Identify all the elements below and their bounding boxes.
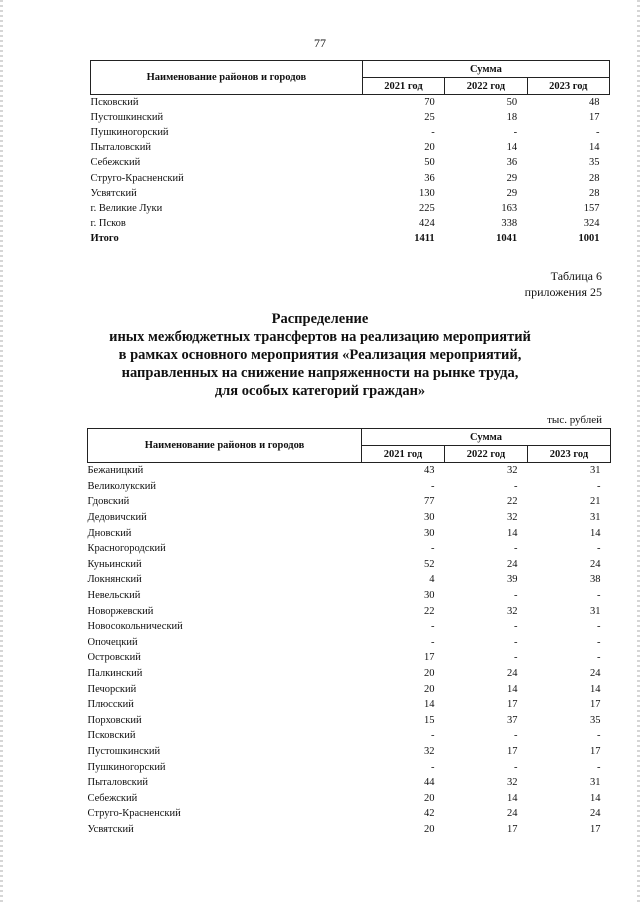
table-row: [91, 155, 610, 170]
table-row: [88, 744, 611, 760]
value-2023: 31: [590, 465, 601, 477]
value-2022: -: [514, 590, 518, 602]
table-row: [88, 728, 611, 744]
table-row: [91, 110, 610, 125]
table-row: [88, 806, 611, 822]
district-name: Печорский: [87, 683, 137, 695]
value-2023: -: [597, 621, 601, 633]
value-2021: 20: [424, 683, 435, 695]
table-row: [88, 697, 611, 713]
value-2022: 14: [507, 527, 518, 539]
value-2023: 14: [590, 527, 601, 539]
value-2023: -: [597, 590, 601, 602]
district-name: Порховский: [87, 714, 142, 726]
district-name: Себежский: [87, 792, 138, 804]
value-2023: 17: [590, 823, 601, 835]
value-2023: 17: [590, 745, 601, 757]
value-2021: -: [431, 730, 435, 742]
title-line-3: в рамках основного мероприятия «Реализация мероприятий,: [118, 347, 522, 363]
district-name: Локнянский: [87, 574, 142, 586]
table-1-year-2023: 2023 год: [527, 78, 609, 95]
total-row: [91, 231, 610, 246]
value-2022: 32: [507, 605, 518, 617]
district-name: Струго-Красненский: [87, 808, 181, 820]
table-2-year-2021: 2021 год: [362, 446, 445, 463]
district-name: г. Псков: [90, 217, 126, 229]
value-2021: 4: [429, 574, 435, 586]
table-row: [88, 790, 611, 806]
district-name: Пушкиногорский: [87, 761, 166, 773]
district-name: г. Великие Луки: [90, 202, 163, 214]
value-2023: 14: [589, 142, 600, 154]
value-2023: -: [597, 652, 601, 664]
table-row: [88, 775, 611, 791]
value-2021: 30: [424, 512, 435, 524]
value-2023: 31: [590, 777, 601, 789]
value-2022: -: [514, 480, 518, 492]
district-name: Пыталовский: [90, 142, 151, 154]
value-2021: 77: [424, 496, 435, 508]
district-name: Дновский: [87, 527, 132, 539]
value-2021: 20: [424, 792, 435, 804]
value-2021: 30: [424, 590, 435, 602]
table-row: [88, 588, 611, 604]
value-2022: 32: [507, 465, 518, 477]
district-name: Струго-Красненский: [90, 172, 184, 184]
title-line-2: иных межбюджетных трансфертов на реализацию мероприятий: [109, 329, 531, 345]
table-1-body: [91, 95, 610, 246]
district-name: Красногородский: [87, 543, 166, 555]
value-2023: 17: [590, 699, 601, 711]
district-name: Усвятский: [87, 823, 134, 835]
value-2022: 14: [506, 142, 518, 154]
table-row: [88, 479, 611, 495]
table-2-header-sum: Сумма: [362, 429, 611, 446]
district-name: Гдовский: [87, 496, 130, 508]
value-2021: -: [431, 761, 435, 773]
district-name: Куньинский: [87, 558, 142, 570]
value-2022: 17: [507, 699, 518, 711]
value-2021: 17: [424, 652, 435, 664]
table-row: [91, 216, 610, 231]
title-line-5: для особых категорий граждан»: [214, 383, 426, 399]
value-2021: 42: [424, 808, 435, 820]
table-row: [91, 170, 610, 185]
value-2022: 17: [507, 745, 518, 757]
value-2021: 52: [424, 558, 435, 570]
value-2021: -: [431, 621, 435, 633]
value-2022: 32: [507, 777, 518, 789]
value-2023: 1001: [578, 232, 600, 244]
table-row: [88, 635, 611, 651]
district-name: Пыталовский: [87, 777, 148, 789]
district-name: Псковский: [87, 730, 136, 742]
value-2022: 1041: [496, 232, 518, 244]
value-2023: 24: [590, 558, 601, 570]
value-2022: -: [514, 636, 518, 648]
table-row: [88, 494, 611, 510]
table-row: [88, 541, 611, 557]
table-row: [88, 572, 611, 588]
district-name: Пустошкинский: [90, 112, 164, 124]
value-2022: 163: [501, 202, 518, 214]
value-2023: 157: [583, 202, 600, 214]
table-row: [88, 822, 611, 838]
value-2022: 14: [507, 792, 518, 804]
value-2023: -: [597, 543, 601, 555]
value-2021: 15: [424, 714, 435, 726]
district-name: Опочецкий: [87, 636, 138, 648]
value-2022: 14: [507, 683, 518, 695]
value-2021: 70: [424, 97, 435, 109]
table-1-header-name: Наименование районов и городов: [91, 61, 363, 95]
value-2023: 24: [590, 808, 601, 820]
value-2022: 37: [507, 714, 518, 726]
units-label: тыс. рублей: [547, 414, 602, 426]
value-2023: 31: [590, 512, 601, 524]
table-caption: [525, 268, 602, 300]
district-name: Итого: [90, 232, 119, 244]
value-2021: 424: [418, 217, 435, 229]
table-row: [88, 557, 611, 573]
value-2022: 39: [507, 574, 518, 586]
value-2023: 35: [590, 714, 601, 726]
district-name: Новосокольнический: [87, 621, 183, 633]
value-2021: -: [431, 543, 435, 555]
district-name: Псковский: [90, 97, 139, 109]
table-row: [91, 201, 610, 216]
value-2023: 48: [589, 97, 600, 109]
value-2022: 24: [507, 808, 518, 820]
value-2021: 30: [424, 527, 435, 539]
table-row: [91, 95, 610, 111]
value-2022: -: [514, 543, 518, 555]
district-name: Дедовичский: [87, 512, 147, 524]
table-caption-line-1: Таблица 6: [550, 269, 602, 283]
value-2023: 324: [583, 217, 600, 229]
value-2021: 14: [424, 699, 435, 711]
value-2022: -: [514, 761, 518, 773]
value-2022: 29: [506, 172, 518, 184]
table-row: [91, 140, 610, 155]
title-line-1: Распределение: [271, 311, 369, 327]
table-row: [91, 186, 610, 201]
table-row: [88, 713, 611, 729]
district-name: Бежаницкий: [87, 465, 144, 477]
table-row: [88, 463, 611, 479]
table-2-year-2022: 2022 год: [445, 446, 528, 463]
value-2021: 20: [424, 142, 435, 154]
title-line-4: направленных на снижение напряженности на рынке труда,: [121, 365, 519, 381]
value-2022: 22: [507, 496, 518, 508]
value-2023: 14: [590, 683, 601, 695]
table-1: [90, 60, 610, 246]
table-row: [88, 510, 611, 526]
value-2022: 18: [506, 112, 518, 124]
value-2023: -: [597, 761, 601, 773]
value-2023: -: [597, 480, 601, 492]
value-2021: 25: [424, 112, 435, 124]
value-2023: 21: [590, 496, 601, 508]
value-2022: -: [514, 621, 518, 633]
value-2023: 24: [590, 668, 601, 680]
value-2023: -: [597, 636, 601, 648]
value-2023: 28: [589, 172, 600, 184]
value-2021: 22: [424, 605, 435, 617]
table-2-body: [88, 463, 611, 838]
table-row: [88, 603, 611, 619]
value-2021: 225: [418, 202, 435, 214]
table-row: [88, 681, 611, 697]
district-name: Усвятский: [90, 187, 137, 199]
value-2021: -: [431, 636, 435, 648]
district-name: Палкинский: [87, 668, 143, 680]
value-2023: 38: [590, 574, 601, 586]
value-2021: -: [431, 127, 435, 139]
table-row: [88, 650, 611, 666]
value-2021: 44: [424, 777, 435, 789]
section-title: [0, 310, 640, 400]
value-2021: 20: [424, 823, 435, 835]
value-2022: 338: [501, 217, 518, 229]
value-2022: 36: [506, 157, 518, 169]
district-name: Плюсский: [87, 699, 134, 711]
value-2021: 1411: [414, 232, 435, 244]
district-name: Великолукский: [87, 480, 157, 492]
table-1-header-sum: Сумма: [362, 61, 609, 78]
value-2021: 20: [424, 668, 435, 680]
value-2021: 32: [424, 745, 435, 757]
district-name: Невельский: [87, 590, 141, 602]
value-2021: 43: [424, 465, 435, 477]
table-row: [88, 759, 611, 775]
value-2022: 24: [507, 558, 518, 570]
district-name: Пустошкинский: [87, 745, 161, 757]
table-2-header-name: Наименование районов и городов: [88, 429, 362, 463]
value-2022: -: [513, 127, 518, 139]
table-2-year-2023: 2023 год: [528, 446, 611, 463]
table-1-year-2022: 2022 год: [445, 78, 527, 95]
district-name: Островский: [87, 652, 141, 664]
value-2022: 29: [506, 187, 518, 199]
table-2: [87, 428, 611, 837]
district-name: Себежский: [90, 157, 141, 169]
value-2023: 14: [590, 792, 601, 804]
value-2023: 28: [589, 187, 600, 199]
page-number: 77: [314, 36, 326, 50]
value-2021: 36: [424, 172, 435, 184]
district-name: Новоржевский: [87, 605, 154, 617]
value-2022: -: [514, 652, 518, 664]
value-2021: -: [431, 480, 435, 492]
value-2022: 17: [507, 823, 518, 835]
value-2023: -: [597, 730, 601, 742]
value-2021: 130: [418, 187, 435, 199]
value-2023: -: [596, 127, 600, 139]
district-name: Пушкиногорский: [90, 127, 169, 139]
table-row: [88, 619, 611, 635]
table-caption-line-2: приложения 25: [524, 285, 602, 299]
table-1-year-2021: 2021 год: [362, 78, 444, 95]
table-row: [88, 525, 611, 541]
value-2022: -: [514, 730, 518, 742]
table-row: [91, 125, 610, 140]
value-2022: 32: [507, 512, 518, 524]
value-2023: 31: [590, 605, 601, 617]
value-2023: 35: [589, 157, 600, 169]
value-2021: 50: [424, 157, 435, 169]
value-2023: 17: [589, 112, 600, 124]
scan-left-edge: [0, 0, 3, 905]
value-2022: 24: [507, 668, 518, 680]
table-row: [88, 666, 611, 682]
value-2022: 50: [506, 97, 518, 109]
